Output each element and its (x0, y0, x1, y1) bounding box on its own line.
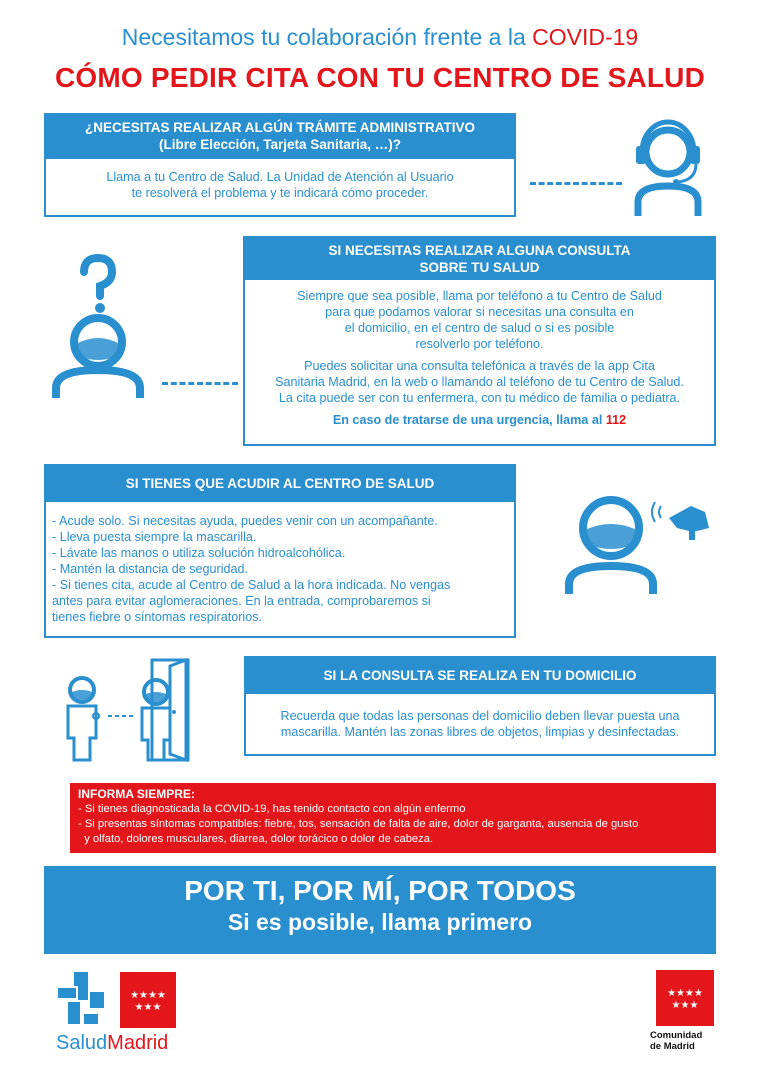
admin-procedure-box (44, 113, 516, 217)
visit-line: - Si tienes cita, acude al Centro de Salud a la hora indicada. No vengas (52, 578, 451, 592)
health-paragraph-1 (251, 288, 708, 352)
thermometer-person-icon (565, 488, 725, 598)
admin-heading-line1: ¿NECESITAS REALIZAR ALGÚN TRÁMITE ADMINISTRATIVO (85, 120, 475, 135)
p1-line3: el domicilio, en el centro de salud o si es posible (344, 321, 615, 335)
page-title: CÓMO PEDIR CITA CON TU CENTRO DE SALUD (54, 62, 706, 93)
health-consult-box (243, 236, 716, 446)
home-visit-icon (52, 656, 202, 766)
saludmadrid-logo (54, 968, 176, 1030)
header-subtitle (0, 24, 760, 51)
home-consult-body (246, 694, 714, 740)
inform-line: - Si tienes diagnosticada la COVID-19, has tenido contacto con algún enfermo (78, 803, 466, 815)
saludmadrid-word-madrid: Madrid (107, 1032, 169, 1054)
visit-center-body (46, 502, 514, 625)
health-consult-body (245, 280, 714, 428)
visit-line: - Mantén la distancia de seguridad. (52, 562, 249, 576)
connector-dash-2 (162, 382, 238, 385)
urgency-line (251, 412, 708, 428)
visit-line: - Lleva puesta siempre la mascarilla. (52, 530, 257, 544)
cm-line1: Comunidad (650, 1030, 703, 1041)
home-consult-box (244, 656, 716, 756)
inform-line: y olfato, dolores musculares, diarrea, dolor torácico o dolor de cabeza. (78, 833, 434, 845)
health-heading-line1: SI NECESITAS REALIZAR ALGUNA CONSULTA (328, 243, 631, 258)
slogan-banner (44, 866, 716, 954)
visit-center-box (44, 464, 516, 638)
emergency-number: 112 (605, 413, 627, 427)
slogan-line2: Si es posible, llama primero (227, 909, 533, 935)
inform-always-box (70, 783, 716, 853)
visit-line: tienes fiebre o síntomas respiratorios. (52, 610, 262, 624)
home-consult-heading: SI LA CONSULTA SE REALIZA EN TU DOMICILIO (246, 658, 714, 694)
p2-line2: Sanitaria Madrid, en la web o llamando al teléfono de tu Centro de Salud. (275, 375, 684, 389)
svg-text:★★★★: ★★★★ (130, 990, 166, 1001)
comunidad-madrid-wordmark (650, 1030, 722, 1052)
p2-line1: Puedes solicitar una consulta telefónica a través de la app Cita (304, 359, 655, 373)
question-person-icon (48, 252, 148, 402)
inform-title: INFORMA SIEMPRE: (78, 787, 195, 801)
p2-line3: La cita puede ser con tu enfermera, con tu médico de familia o pediatra. (278, 391, 681, 405)
svg-text:★★★: ★★★ (134, 1002, 162, 1013)
home-body-line2: mascarilla. Mantén las zonas libres de objetos, limpias y desinfectadas. (280, 725, 680, 739)
connector-dash-1 (530, 182, 622, 185)
header-subtitle-text: Necesitamos tu colaboración frente a la (121, 24, 526, 50)
admin-procedure-heading (46, 115, 514, 159)
p1-line4: resolverlo por teléfono. (415, 337, 544, 351)
comunidad-madrid-logo (656, 970, 714, 1026)
admin-heading-line2: (Libre Elección, Tarjeta Sanitaria, …)? (158, 137, 402, 152)
cm-line2: de Madrid (650, 1041, 695, 1052)
header-subtitle-highlight: COVID-19 (532, 24, 639, 50)
p1-line1: Siempre que sea posible, llama por teléfono a tu Centro de Salud (297, 289, 662, 303)
p1-line2: para que podamos valorar si necesitas una consulta en (325, 305, 634, 319)
visit-line: - Acude solo. Si necesitas ayuda, puedes venir con un acompañante. (52, 514, 438, 528)
home-body-line1: Recuerda que todas las personas del domicilio deben llevar puesta una (280, 709, 680, 723)
slogan-line1: POR TI, POR MÍ, POR TODOS (184, 875, 576, 906)
svg-text:★★★★: ★★★★ (667, 988, 703, 999)
saludmadrid-wordmark (56, 1032, 168, 1055)
health-paragraph-2 (251, 358, 708, 406)
urgency-text: En caso de tratarse de una urgencia, llama al (332, 413, 603, 427)
saludmadrid-word-salud: Salud (56, 1032, 108, 1054)
visit-center-heading: SI TIENES QUE ACUDIR AL CENTRO DE SALUD (46, 466, 514, 502)
visit-line: antes para evitar aglomeraciones. En la entrada, comprobaremos si (52, 594, 431, 608)
admin-body-line2: te resolverá el problema y te indicará cómo proceder. (131, 186, 429, 200)
admin-body-line1: Llama a tu Centro de Salud. La Unidad de Atención al Usuario (106, 170, 454, 184)
health-heading-line2: SOBRE TU SALUD (419, 260, 540, 275)
headset-person-icon (630, 110, 710, 220)
visit-line: - Lávate las manos o utiliza solución hidroalcohólica. (52, 546, 346, 560)
admin-procedure-body (46, 159, 514, 201)
health-consult-heading (245, 238, 714, 280)
svg-text:★★★: ★★★ (671, 1000, 699, 1011)
inform-line: - Si presentas síntomas compatibles: fiebre, tos, sensación de falta de aire, dolor de garganta, ausencia de gusto (78, 818, 639, 830)
